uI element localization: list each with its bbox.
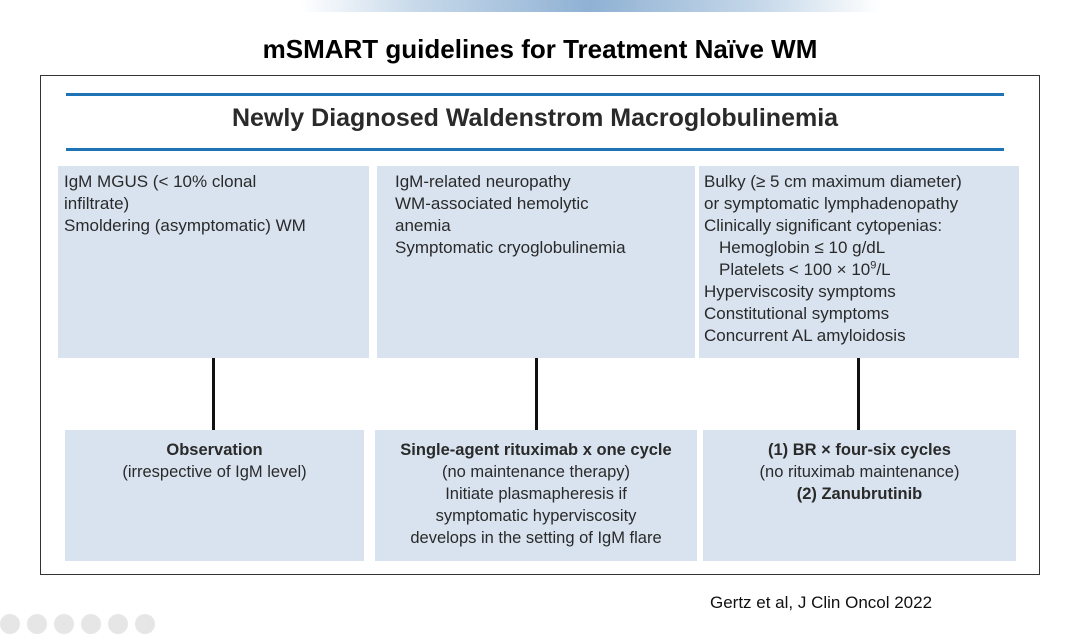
connector-line	[212, 358, 215, 430]
treatment-option-2: (2) Zanubrutinib	[796, 485, 923, 503]
criteria-line: anemia	[395, 216, 451, 235]
criteria-line: Smoldering (asymptomatic) WM	[64, 216, 306, 235]
treatment-title: Observation	[166, 441, 263, 459]
connector-line	[857, 358, 860, 430]
treatment-box-br-zanubrutinib	[703, 430, 1016, 561]
citation: Gertz et al, J Clin Oncol 2022	[710, 593, 933, 612]
criteria-line: Symptomatic cryoglobulinemia	[395, 238, 626, 257]
criteria-line: or symptomatic lymphadenopathy	[704, 194, 959, 213]
treatment-line: (irrespective of IgM level)	[122, 463, 307, 481]
diagram-heading: Newly Diagnosed Waldenstrom Macroglobulinemia	[231, 104, 839, 132]
treatment-box-rituximab	[375, 430, 697, 561]
connector-line	[535, 358, 538, 430]
decorative-dot	[27, 614, 47, 634]
criteria-line: IgM MGUS (< 10% clonal	[64, 172, 257, 191]
treatment-line: Initiate plasmapheresis if	[445, 485, 627, 503]
treatment-box-observation	[65, 430, 364, 561]
criteria-line: Constitutional symptoms	[704, 304, 890, 323]
criteria-box-rituximab	[377, 166, 695, 358]
treatment-title: Single-agent rituximab x one cycle	[400, 441, 672, 459]
criteria-line: Clinically significant cytopenias:	[704, 216, 943, 235]
heading-rule-bottom	[66, 148, 1004, 151]
treatment-line: (no rituximab maintenance)	[759, 463, 960, 481]
decorative-top-bar	[300, 0, 880, 12]
treatment-line: develops in the setting of IgM flare	[410, 529, 662, 547]
platelets-exponent: 9	[870, 259, 877, 272]
criteria-box-therapy	[699, 166, 1019, 358]
heading-rule-top	[66, 93, 1004, 96]
decorative-dot	[81, 614, 101, 634]
platelets-text: Platelets < 100 × 10	[719, 260, 871, 279]
criteria-line: WM-associated hemolytic	[395, 194, 589, 213]
decorative-dot	[135, 614, 155, 634]
criteria-line: Bulky (≥ 5 cm maximum diameter)	[704, 172, 962, 191]
criteria-line: Concurrent AL amyloidosis	[704, 326, 906, 345]
platelets-unit: /L	[876, 260, 891, 279]
decorative-dot	[54, 614, 74, 634]
treatment-line: (no maintenance therapy)	[441, 463, 631, 481]
treatment-line: symptomatic hyperviscosity	[435, 507, 637, 525]
criteria-line: infiltrate)	[64, 194, 130, 213]
criteria-line-hemoglobin: Hemoglobin ≤ 10 g/dL	[719, 238, 886, 257]
decorative-dot	[108, 614, 128, 634]
criteria-line: Hyperviscosity symptoms	[704, 282, 896, 301]
decorative-dot	[0, 614, 20, 634]
criteria-line-platelets	[704, 259, 1013, 281]
decorative-dots	[0, 614, 155, 634]
criteria-box-observation	[58, 166, 369, 358]
criteria-line: IgM-related neuropathy	[395, 172, 571, 191]
treatment-title: (1) BR × four-six cycles	[768, 441, 951, 459]
slide-title: mSMART guidelines for Treatment Naïve WM	[262, 34, 818, 64]
